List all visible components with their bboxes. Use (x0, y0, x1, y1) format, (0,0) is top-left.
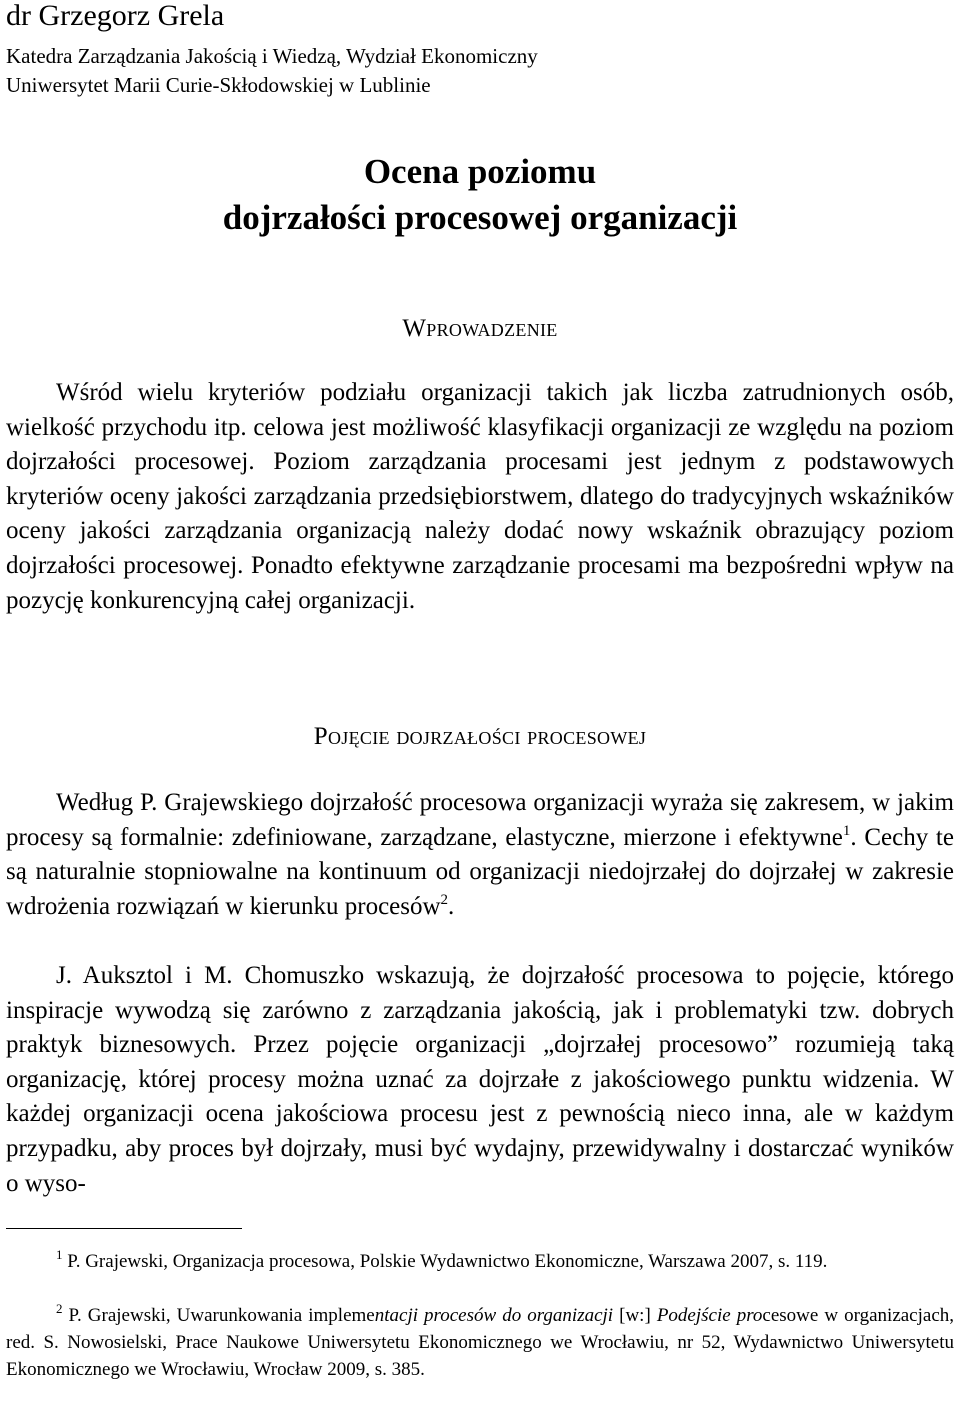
footnote-reference-1[interactable]: 1 (842, 822, 851, 839)
section-heading-introduction: Wprowadzenie (402, 315, 558, 342)
footnote-1-text: P. Grajewski, Organizacja procesowa, Polskie Wydawnictwo Ekonomiczne, Warszawa 2007, s. 119. (62, 1251, 828, 1272)
affiliation-university: Uniwersytet Marii Curie-Skłodowskiej w Lublinie (6, 73, 431, 97)
affiliation-department: Katedra Zarządzania Jakością i Wiedzą, Wydział Ekonomiczny (6, 44, 538, 68)
body-paragraph-3: J. Auksztol i M. Chomuszko wskazują, że dojrzałość procesowa to pojęcie, którego inspiracje wywodzą się zarówno z zarządzania jakością, jak i problematyki tzw. dobrych praktyk biznesowych. Przez pojęcie organizacji „dojrzałej procesowo” rozumieją taką organizację, której procesy można uznać za dojrzałe z jakościowego punktu widzenia. W każdej organizacji ocena jakościowa procesu jest z pewnością nieco inna, ale w każdym przypadku, aby proces był dojrzały, musi być wydajny, przewidywalny i dostarczać wyników o wyso- (6, 962, 954, 1197)
footnote-1 (6, 1248, 954, 1275)
footnote-2-text-a: P. Grajewski, Uwarunkowania impleme (62, 1305, 375, 1326)
footnote-2-text-b: [w:] (613, 1305, 657, 1326)
paper-title-line-1: Ocena poziomu (363, 152, 597, 191)
footnote-separator (6, 1228, 242, 1229)
footnote-2-text-c: cesowe w organizacjach, red. S. Nowosielski, Prace Naukowe Uniwersytetu Ekonomicznego we Wrocławiu, nr 52, Wydawnictwo Uniwersytetu Ekonomicznego we Wrocławiu, Wrocław 2009, s. 385. (6, 1305, 955, 1380)
body-paragraph-2 (6, 786, 954, 924)
paragraph-2-text-c: . (448, 892, 455, 920)
body-paragraph-1: Wśród wielu kryteriów podziału organizacji takich jak liczba zatrudnionych osób, wielkość przychodu itp. celowa jest możliwość klasyfikacji organizacji ze względu na poziom dojrzałości procesowej. Poziom zarządzania procesami jest jednym z podstawowych kryteriów oceny jakości zarządzania przedsiębiorstwem, dlatego do tradycyjnych wskaźników oceny jakości zarządzania organizacją należy dodać nowy wskaźnik obrazujący poziom dojrzałości procesowej. Ponadto efektywne zarządzanie procesami ma bezpośredni wpływ na pozycję konkurencyjną całej organizacji. (6, 379, 954, 614)
section-heading-concept: Pojęcie dojrzałości procesowej (313, 723, 647, 750)
footnote-2-italic-book: Podejście pro (656, 1305, 763, 1326)
footnote-reference-2[interactable]: 2 (440, 891, 449, 908)
paragraph-2-text-b: . Cechy te są naturalnie stopniowalne na kontinuum od organizacji niedojrzałej do dojrzałej w zakresie wdrożenia rozwiązań w kierunku procesów (6, 823, 954, 920)
footnote-2 (6, 1302, 954, 1383)
author-name: dr Grzegorz Grela (6, 0, 225, 32)
paper-title-line-2: dojrzałości procesowej organizacji (222, 198, 738, 237)
footnote-1-number: 1 (56, 1247, 63, 1262)
footnote-2-number: 2 (56, 1301, 63, 1316)
footnote-2-italic-title: ntacji procesów do organizacji (374, 1305, 614, 1326)
paragraph-2-text-a: Według P. Grajewskiego dojrzałość procesowa organizacji wyraża się zakresem, w jakim procesy są formalnie: zdefiniowane, zarządzane, elastyczne, mierzone i efektywne (6, 789, 954, 851)
